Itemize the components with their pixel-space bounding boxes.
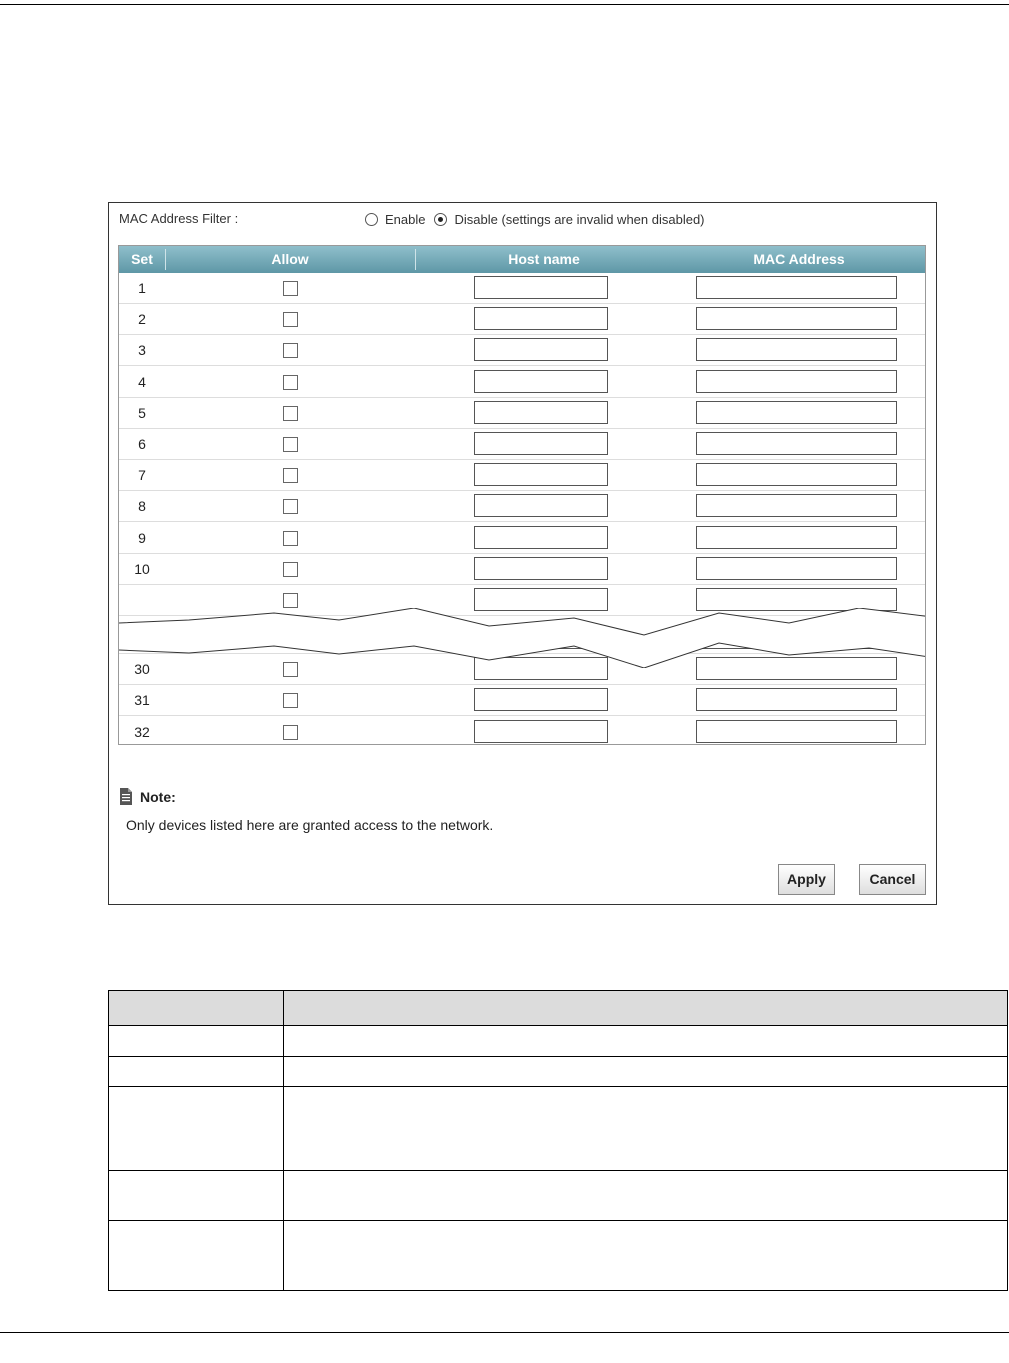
- description-label-cell: [109, 1026, 284, 1057]
- mac-address-input[interactable]: [696, 463, 897, 486]
- table-row: [119, 460, 925, 491]
- table-break-marker: [119, 608, 926, 668]
- set-number: 8: [138, 498, 146, 515]
- note-icon: [119, 788, 133, 805]
- allow-checkbox[interactable]: [283, 281, 298, 296]
- description-text-cell: [284, 1087, 1008, 1171]
- set-number: 5: [138, 404, 146, 421]
- note-title: Note:: [140, 789, 176, 805]
- header-set: Set: [131, 251, 153, 267]
- description-text-cell: [284, 1026, 1008, 1057]
- table-row: [119, 273, 925, 304]
- allow-checkbox[interactable]: [283, 406, 298, 421]
- mac-address-input[interactable]: [696, 688, 897, 711]
- host-name-input[interactable]: [474, 720, 608, 743]
- host-name-input[interactable]: [474, 688, 608, 711]
- host-name-input[interactable]: [474, 401, 608, 424]
- description-row: [109, 1026, 1008, 1057]
- host-name-input[interactable]: [474, 432, 608, 455]
- set-number: 10: [134, 560, 150, 577]
- allow-checkbox[interactable]: [283, 531, 298, 546]
- set-number: 4: [138, 373, 146, 390]
- description-row: [109, 1087, 1008, 1171]
- host-name-input[interactable]: [474, 557, 608, 580]
- host-name-input[interactable]: [474, 276, 608, 299]
- allow-checkbox[interactable]: [283, 725, 298, 740]
- description-table-header: [109, 991, 1008, 1026]
- set-number: 31: [134, 692, 150, 709]
- enable-radio-label[interactable]: Enable: [385, 212, 426, 227]
- host-name-input[interactable]: [474, 494, 608, 517]
- table-row: [119, 685, 925, 716]
- allow-checkbox[interactable]: [283, 468, 298, 483]
- allow-checkbox[interactable]: [283, 343, 298, 358]
- note-text: Only devices listed here are granted access to the network.: [126, 817, 494, 833]
- table-row: [119, 304, 925, 335]
- description-label-cell: [109, 1057, 284, 1087]
- header-host-name: Host name: [508, 251, 580, 267]
- header-allow: Allow: [271, 251, 309, 267]
- mac-filter-label: MAC Address Filter :: [119, 211, 239, 226]
- set-number: 6: [138, 436, 146, 452]
- mac-address-input[interactable]: [696, 338, 897, 361]
- set-number: 2: [138, 311, 146, 328]
- set-number: 3: [138, 342, 146, 359]
- table-row: [119, 523, 925, 554]
- mac-address-input[interactable]: [696, 557, 897, 580]
- header-mac-address: MAC Address: [753, 251, 845, 267]
- table-row: [119, 491, 925, 522]
- mac-address-input[interactable]: [696, 526, 897, 549]
- allow-checkbox[interactable]: [283, 437, 298, 452]
- mac-address-input[interactable]: [696, 401, 897, 424]
- set-number: 9: [138, 529, 146, 546]
- allow-checkbox[interactable]: [283, 312, 298, 327]
- allow-checkbox[interactable]: [283, 499, 298, 514]
- table-row: [119, 429, 925, 460]
- enable-radio[interactable]: [365, 213, 378, 226]
- table-row: [119, 335, 925, 366]
- disable-radio-label[interactable]: Disable (settings are invalid when disabled): [454, 212, 705, 227]
- page-top-rule: [0, 4, 1009, 5]
- description-label-cell: [109, 1221, 284, 1291]
- table-row: [119, 367, 925, 398]
- mac-address-input[interactable]: [696, 276, 897, 299]
- table-row: [119, 398, 925, 429]
- mac-filter-table: [118, 245, 926, 745]
- description-header-label: [109, 991, 284, 1026]
- host-name-input[interactable]: [474, 307, 608, 330]
- host-name-input[interactable]: [474, 463, 608, 486]
- mac-address-input[interactable]: [696, 720, 897, 743]
- description-label-cell: [109, 1087, 284, 1171]
- description-text-cell: [284, 1057, 1008, 1087]
- mac-address-input[interactable]: [696, 494, 897, 517]
- host-name-input[interactable]: [474, 338, 608, 361]
- table-header: [119, 246, 925, 273]
- mac-address-input[interactable]: [696, 307, 897, 330]
- set-number: 32: [134, 723, 150, 740]
- description-row: [109, 1171, 1008, 1221]
- apply-button[interactable]: Apply: [778, 864, 835, 895]
- allow-checkbox[interactable]: [283, 562, 298, 577]
- table-row: [119, 554, 925, 585]
- allow-checkbox[interactable]: [283, 693, 298, 708]
- set-number: 7: [138, 467, 146, 484]
- description-row: [109, 1057, 1008, 1087]
- description-table: [108, 990, 1008, 1291]
- set-number: 30: [134, 661, 150, 678]
- mac-address-input[interactable]: [696, 432, 897, 455]
- description-label-cell: [109, 1171, 284, 1221]
- mac-filter-options: [365, 212, 714, 227]
- allow-checkbox[interactable]: [283, 593, 298, 608]
- host-name-input[interactable]: [474, 526, 608, 549]
- mac-address-input[interactable]: [696, 370, 897, 393]
- cancel-button[interactable]: Cancel: [859, 864, 926, 895]
- description-row: [109, 1221, 1008, 1291]
- set-number: 1: [138, 280, 146, 296]
- page-bottom-rule: [0, 1332, 1009, 1333]
- mac-filter-panel: [108, 202, 937, 905]
- description-text-cell: [284, 1221, 1008, 1291]
- description-header-description: [284, 991, 1008, 1026]
- disable-radio[interactable]: [434, 213, 447, 226]
- host-name-input[interactable]: [474, 370, 608, 393]
- table-row: [119, 717, 925, 745]
- allow-checkbox[interactable]: [283, 375, 298, 390]
- description-text-cell: [284, 1171, 1008, 1221]
